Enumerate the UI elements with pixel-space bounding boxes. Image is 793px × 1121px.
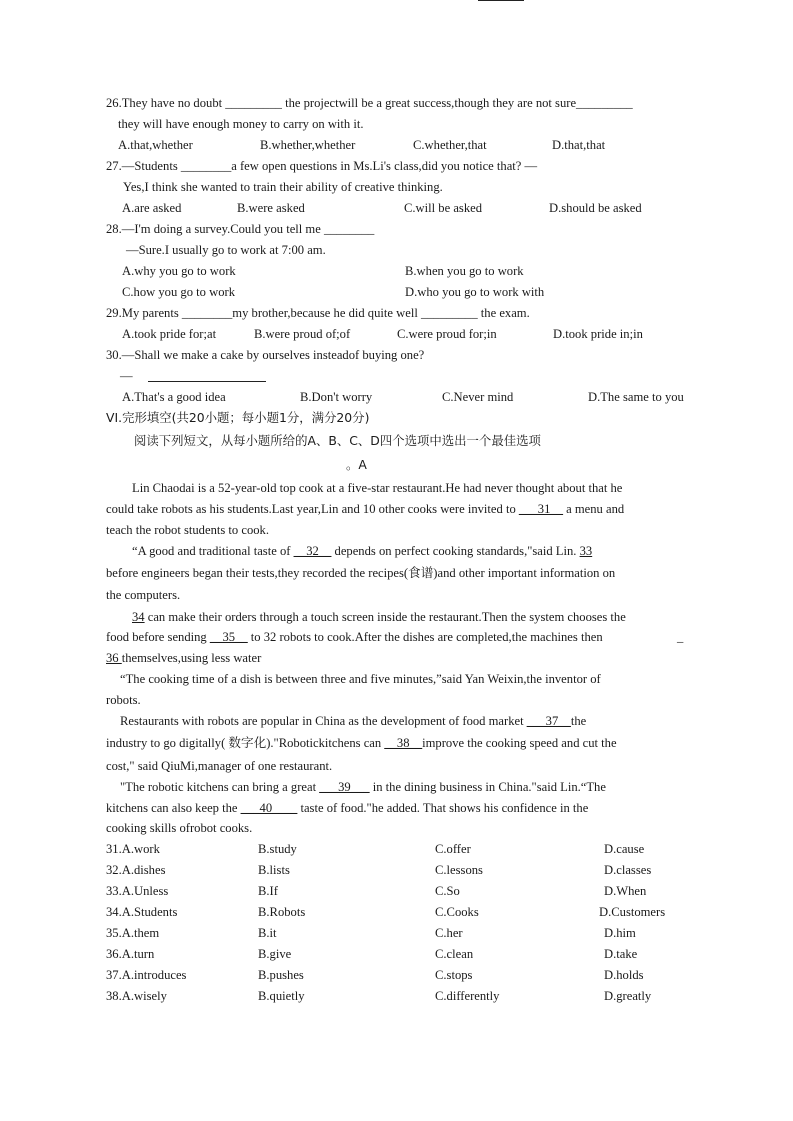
q27-stem-cont: Yes,I think she wanted to train their ability of creative thinking. [123,180,443,194]
q34-option-d: D.Customers [599,905,666,919]
q30-stem: 30.—Shall we make a cake by ourselves insteadof buying one? [106,348,425,362]
passage-p5-line1: Restaurants with robots are popular in China as the development of food market ___37__the [120,714,587,728]
section-instruction: 阅读下列短文，从每小题所给的A、B、C、D四个选项中选出一个最佳选项 [134,433,541,448]
passage-p1-line1: Lin Chaodai is a 52-year-old top cook at a five-star restaurant.He had never thought about that he [132,481,623,495]
section-instruction-end: 。A [346,457,367,472]
q28-stem-cont: —Sure.I usually go to work at 7:00 am. [126,243,326,257]
blank-33: 33 [579,544,593,558]
q26-option-c: C.whether,that [413,138,487,152]
q37-option-b: B.pushes [258,968,304,982]
q29-stem: 29.My parents ________my brother,because he did quite well _________ the exam. [106,306,530,320]
passage-p6-line1: "The robotic kitchens can bring a great ___39___ in the dining business in China."said Lin.“The [120,780,606,794]
q26-stem-cont: they will have enough money to carry on with it. [118,117,364,131]
passage-p5-line3: cost," said QiuMi,manager of one restaurant. [106,759,333,773]
q32-option-d: D.classes [604,863,652,877]
blank-36: 36 [106,651,122,665]
q35-option-b: B.it [258,926,277,940]
q32-option-c: C.lessons [435,863,483,877]
q31-option-b: B.study [258,842,297,856]
q38-option-d: D.greatly [604,989,652,1003]
q36-option-a: 36.A.turn [106,947,155,961]
q28-option-d: D.who you go to work with [405,285,545,299]
q28-stem: 28.—I'm doing a survey.Could you tell me ________ [106,222,375,236]
q28-option-c: C.how you go to work [122,285,235,299]
q29-option-c: C.were proud for;in [397,327,497,341]
q30-option-a: A.That's a good idea [122,390,226,404]
q35-option-c: C.her [435,926,463,940]
q26-option-b: B.whether,whether [260,138,356,152]
passage-p2-line3: the computers. [106,588,181,602]
q33-option-d: D.When [604,884,647,898]
passage-p4-line1: “The cooking time of a dish is between three and five minutes,”said Yan Weixin,the inventor of [120,672,601,686]
q34-option-c: C.Cooks [435,905,479,919]
q31-option-d: D.cause [604,842,645,856]
passage-p3-line2: food before sending __35__ to 32 robots to cook.After the dishes are completed,the machines then [106,630,603,644]
q30-option-d: D.The same to you [588,390,684,404]
passage-p2-line1: “A good and traditional taste of __32__ depends on perfect cooking standards,"said Lin. 33 [132,544,593,558]
q33-option-b: B.If [258,884,278,898]
blank-35: __35__ [209,630,248,644]
q32-option-a: 32.A.dishes [106,863,166,877]
section-heading: VI.完形填空(共20小题；每小题1分，满分20分) [106,410,370,425]
q27-stem: 27.—Students ________a few open questions in Ms.Li's class,did you notice that? — [106,159,538,173]
q38-option-b: B.quietly [258,989,305,1003]
passage-p2-line2: before engineers began their tests,they recorded the recipes(食谱)and other important information on [106,566,616,580]
q32-option-b: B.lists [258,863,290,877]
q38-option-c: C.differently [435,989,500,1003]
q37-option-a: 37.A.introduces [106,968,187,982]
blank-39: ___39___ [319,780,370,794]
q30-answer-blank [148,381,266,382]
passage-p5-line2: industry to go digitally( 数字化)."Robotickitchens can __38__improve the cooking speed and cut the [106,736,617,750]
q37-option-d: D.holds [604,968,644,982]
blank-31: ___31__ [518,502,563,516]
q36-option-b: B.give [258,947,292,961]
q27-option-a: A.are asked [122,201,182,215]
q28-option-b: B.when you go to work [405,264,524,278]
q30-option-c: C.Never mind [442,390,514,404]
q35-option-d: D.him [604,926,636,940]
q28-option-a: A.why you go to work [122,264,236,278]
blank-34: 34 [132,610,145,624]
q36-option-c: C.clean [435,947,474,961]
blank-37: ___37__ [526,714,571,728]
q26-stem: 26.They have no doubt _________ the projectwill be a great success,though they are not sure_________ [106,96,633,110]
q34-option-a: 34.A.Students [106,905,178,919]
q33-option-c: C.So [435,884,460,898]
q30-dash: — [120,369,133,383]
q31-option-c: C.offer [435,842,471,856]
q33-option-a: 33.A.Unless [106,884,169,898]
q38-option-a: 38.A.wisely [106,989,167,1003]
q35-option-a: 35.A.them [106,926,160,940]
q37-option-c: C.stops [435,968,473,982]
passage-p6-line2: kitchens can also keep the ___40____ taste of food."he added. That shows his confidence in the [106,801,589,815]
q27-option-b: B.were asked [237,201,305,215]
q26-option-a: A.that,whether [118,138,193,152]
blank-40: ___40____ [240,801,298,815]
q26-option-d: D.that,that [552,138,606,152]
blank-38: __38__ [384,736,423,750]
passage-p6-line3: cooking skills ofrobot cooks. [106,821,253,835]
top-rule [478,0,524,1]
q30-option-b: B.Don't worry [300,390,373,404]
q36-option-d: D.take [604,947,638,961]
passage-p1-line3: teach the robot students to cook. [106,523,269,537]
passage-p3-blank-mark: _ [677,630,684,644]
q29-option-d: D.took pride in;in [553,327,643,341]
q29-option-b: B.were proud of;of [254,327,351,341]
q29-option-a: A.took pride for;at [122,327,217,341]
blank-32: __32__ [293,544,332,558]
passage-p3-line1: 34 can make their orders through a touch screen inside the restaurant.Then the system chooses the [132,610,626,624]
passage-p1-line2: could take robots as his students.Last year,Lin and 10 other cooks were invited to ___31__ a menu and [106,502,625,516]
passage-p3-line3: 36 themselves,using less water [106,651,262,665]
q31-option-a: 31.A.work [106,842,160,856]
passage-p4-line2: robots. [106,693,141,707]
q27-option-c: C.will be asked [404,201,482,215]
q34-option-b: B.Robots [258,905,306,919]
q27-option-d: D.should be asked [549,201,642,215]
